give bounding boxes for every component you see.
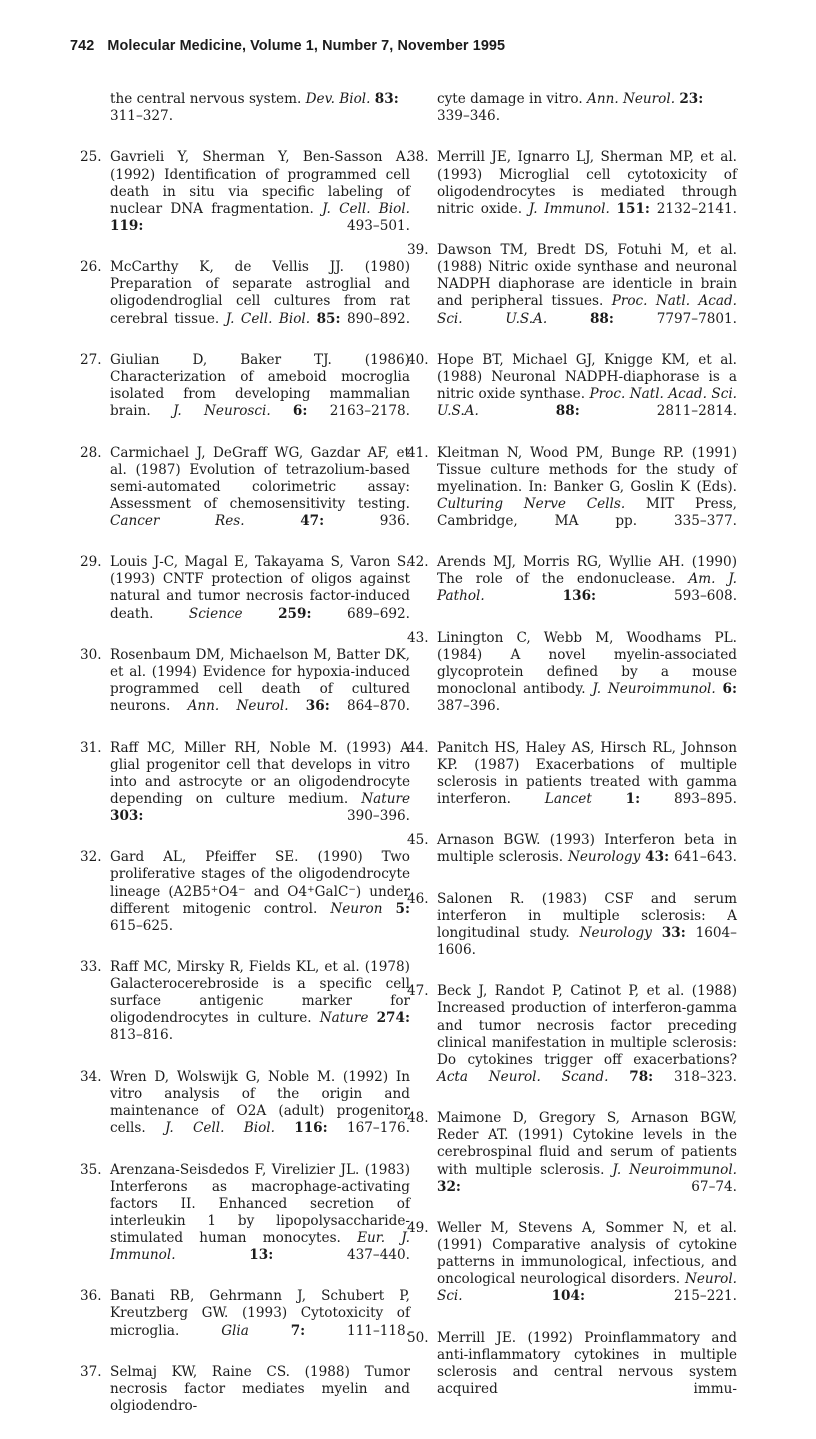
journal-name: Acta Neurol. Scand. bbox=[437, 1068, 609, 1085]
page-range: 641–643. bbox=[673, 849, 737, 866]
reference-text bbox=[437, 740, 737, 825]
reference-number: 42. bbox=[407, 554, 429, 571]
journal-name: J. Cell. Biol. bbox=[164, 1120, 275, 1137]
page-number: 742 bbox=[70, 38, 95, 54]
reference-entry bbox=[407, 149, 737, 234]
page-range: 2132–2141. bbox=[656, 200, 737, 217]
reference-body: Merrill JE, Ignarro LJ, Sherman MP, et al. (1993) Microglial cell cytotoxicity of oligodendrocytes is mediated through nitric oxide. bbox=[437, 149, 737, 217]
journal-volume: 5: bbox=[395, 900, 411, 917]
reference-number: 26. bbox=[80, 259, 102, 276]
journal-name: J. Neuroimmunol. bbox=[592, 681, 716, 698]
page-range: 67–74. bbox=[691, 1178, 737, 1195]
reference-number: 28. bbox=[80, 444, 102, 461]
reference-entry bbox=[407, 891, 737, 976]
journal-volume: 1: bbox=[625, 790, 641, 807]
reference-body: Weller M, Stevens A, Sommer N, et al. (1991) Comparative analysis of cytokine patterns in immunological, infectious, and oncological neurological disorders. bbox=[437, 1219, 737, 1288]
reference-number: 31. bbox=[80, 739, 102, 756]
running-title: Molecular Medicine, Volume 1, Number 7, November 1995 bbox=[107, 38, 506, 54]
reference-column-right bbox=[407, 91, 737, 1422]
journal-volume: 116: bbox=[294, 1120, 328, 1137]
reference-number: 29. bbox=[80, 554, 102, 571]
journal-name: Neurology bbox=[579, 924, 652, 941]
reference-text bbox=[437, 832, 737, 883]
page-range: 215–221. bbox=[673, 1288, 737, 1305]
journal-name: J. Neuroimmunol. bbox=[612, 1161, 738, 1178]
reference-text bbox=[437, 1330, 737, 1415]
reference-entry bbox=[80, 259, 410, 344]
journal-volume: 33: bbox=[661, 924, 686, 941]
page-range: 615–625. bbox=[110, 917, 174, 934]
page-range: 893–895. bbox=[673, 790, 737, 807]
reference-body: Selmaj KW, Raine CS. (1988) Tumor necrosis factor mediates myelin and olgiodendro- bbox=[110, 1363, 410, 1415]
journal-name: J. Cell. Biol. bbox=[225, 310, 311, 327]
journal-name: Science bbox=[188, 605, 243, 622]
reference-body: Gavrieli Y, Sherman Y, Ben-Sasson A. (1992) Identification of programmed cell death in situ via specific labeling of nuclear DNA fragmentation. bbox=[110, 149, 410, 217]
journal-volume: 104: bbox=[551, 1288, 585, 1305]
reference-entry bbox=[407, 832, 737, 883]
reference-text bbox=[437, 149, 737, 234]
page-range: 593–608. bbox=[674, 588, 738, 605]
reference-text bbox=[110, 849, 410, 952]
journal-volume: 259: bbox=[278, 605, 312, 622]
reference-body: Gard AL, Pfeiffer SE. (1990) Two proliferative stages of the oligodendrocyte lineage (A2B5 bbox=[110, 849, 410, 900]
reference-body: Dawson TM, Bredt DS, Fotuhi M, et al. (1988) Nitric oxide synthase and neuronal NADPH diaphorase are identicle in brain and peripheral tissues. bbox=[437, 242, 737, 310]
reference-entry bbox=[407, 983, 737, 1103]
journal-name: Culturing Nerve Cells. bbox=[437, 495, 626, 512]
reference-text bbox=[437, 1220, 737, 1323]
reference-entry bbox=[407, 630, 737, 733]
journal-name: Neurol. Sci. bbox=[437, 1271, 737, 1305]
journal-volume: 78: bbox=[629, 1068, 654, 1085]
page-range: 493–501. bbox=[346, 217, 410, 234]
journal-volume: 136: bbox=[562, 588, 597, 605]
reference-entry bbox=[80, 1364, 410, 1432]
reference-text bbox=[437, 630, 737, 733]
reference-text bbox=[110, 1288, 410, 1356]
reference-continuation: the central nervous system. Dev. Biol. 83: 311–327. bbox=[110, 91, 399, 125]
page-range: 167–176. bbox=[346, 1120, 410, 1137]
reference-text bbox=[437, 891, 737, 976]
reference-entry bbox=[80, 1069, 410, 1154]
reference-entry bbox=[80, 1288, 410, 1356]
journal-name: Nature bbox=[361, 790, 410, 807]
reference-body: Beck J, Randot P, Catinot P, et al. (1988) Increased production of interferon-gamma and tumor necrosis factor preceding clinical manifestation in multiple sclerosis: Do cytokines trigger off exacerbations? bbox=[437, 983, 737, 1068]
reference-text bbox=[110, 352, 410, 437]
page-range: 2163–2178. bbox=[329, 403, 410, 420]
reference-entry bbox=[407, 740, 737, 825]
journal-name: Neuron bbox=[330, 900, 383, 917]
page-range: 890–892. bbox=[347, 310, 411, 327]
reference-number: 35. bbox=[80, 1161, 102, 1178]
reference-body: Kleitman N, Wood PM, Bunge RP. (1991) Tissue culture methods for the study of myelination. In: Banker G, Goslin K (Eds). bbox=[437, 444, 737, 495]
reference-text bbox=[437, 983, 737, 1103]
reference-entry bbox=[80, 352, 410, 437]
journal-volume: 119: bbox=[110, 217, 144, 234]
reference-entry bbox=[407, 242, 737, 345]
reference-number: 48. bbox=[407, 1110, 429, 1127]
page-range: MIT Press, Cambridge, MA pp. 335–377. bbox=[437, 495, 737, 529]
journal-volume: 6: bbox=[722, 681, 737, 698]
reference-text bbox=[110, 647, 410, 732]
journal-name: Cancer Res. bbox=[110, 512, 245, 529]
journal-volume: 36: bbox=[305, 698, 330, 715]
page-range: 1604–1606. bbox=[437, 924, 737, 958]
superscript: − bbox=[348, 884, 356, 895]
journal-volume: 151: bbox=[616, 200, 650, 217]
reference-body: Linington C, Webb M, Woodhams PL. (1984) A novel myelin-associated glycoprotein defined by a mouse monoclonal antibody. bbox=[437, 629, 737, 698]
reference-number: 34. bbox=[80, 1068, 102, 1085]
reference-number: 38. bbox=[407, 149, 429, 166]
reference-number: 41. bbox=[407, 444, 429, 461]
journal-volume: 43: bbox=[645, 849, 670, 866]
page-range: 387–396. bbox=[437, 698, 501, 715]
reference-body: and O4 bbox=[245, 883, 308, 900]
reference-body: Hope BT, Michael GJ, Knigge KM, et al. (1988) Neuronal NADPH-diaphorase is a nitric oxide synthase. bbox=[437, 351, 737, 403]
journal-volume: 6: bbox=[292, 403, 308, 420]
reference-body: Maimone D, Gregory S, Arnason BGW, Reder AT. (1991) Cytokine levels in the cerebrospinal fluid and serum of patients with multiple sclerosis. bbox=[437, 1110, 737, 1178]
reference-number: 50. bbox=[407, 1329, 429, 1346]
reference-text bbox=[437, 242, 737, 345]
reference-body: Arenzana-Seisdedos F, Virelizier JL. (1983) Interferons as macrophage-activating factors II. Enhanced secretion of interleukin 1 by lipopolysaccharide-stimulated human monocytes. bbox=[110, 1161, 410, 1246]
journal-name: J. Neurosci. bbox=[173, 403, 271, 420]
page-range: 390–396. bbox=[346, 807, 410, 824]
reference-text bbox=[437, 1110, 737, 1213]
journal-name: Proc. Natl. Acad. Sci. U.S.A. bbox=[437, 293, 737, 327]
reference-body: Raff MC, Miller RH, Noble M. (1993) A glial progenitor cell that develops in vitro into and astrocyte or an oligodendrocyte depending on culture medium. bbox=[110, 739, 410, 807]
reference-number: 36. bbox=[80, 1288, 102, 1305]
reference-entry bbox=[407, 1110, 737, 1213]
reference-number: 47. bbox=[407, 983, 429, 1000]
reference-entry bbox=[407, 1220, 737, 1323]
reference-text bbox=[110, 959, 410, 1062]
superscript: − bbox=[238, 884, 246, 895]
reference-continuation: cyte damage in vitro. Ann. Neurol. 23: 339–346. bbox=[437, 91, 704, 125]
reference-entry bbox=[80, 959, 410, 1062]
reference-text bbox=[437, 445, 737, 548]
reference-body: Panitch HS, Haley AS, Hirsch RL, Johnson KP. (1987) Exacerbations of multiple sclerosis in patients treated with gamma interferon. bbox=[437, 739, 737, 807]
reference-number: 37. bbox=[80, 1363, 102, 1380]
journal-volume: 88: bbox=[555, 403, 580, 420]
journal-name: Proc. Natl. Acad. Sci. U.S.A. bbox=[437, 386, 737, 420]
superscript: + bbox=[210, 884, 219, 895]
reference-number: 39. bbox=[407, 242, 429, 259]
reference-body: Arends MJ, Morris RG, Wyllie AH. (1990) The role of the endonuclease. bbox=[437, 554, 737, 588]
journal-volume: 47: bbox=[300, 512, 325, 529]
journal-name: Glia bbox=[221, 1322, 249, 1339]
reference-entry bbox=[80, 849, 410, 952]
journal-name: Neurology bbox=[567, 849, 641, 866]
journal-volume: 303: bbox=[110, 807, 144, 824]
reference-entry bbox=[80, 740, 410, 843]
journal-volume: 274: bbox=[376, 1010, 410, 1027]
journal-volume: 32: bbox=[437, 1178, 461, 1195]
reference-column-left bbox=[80, 91, 410, 1439]
reference-entry bbox=[80, 647, 410, 732]
reference-number: 44. bbox=[407, 739, 429, 756]
journal-volume: 7: bbox=[290, 1322, 306, 1339]
journal-volume: 88: bbox=[589, 310, 614, 327]
reference-entry bbox=[407, 1330, 737, 1415]
reference-body: Merrill JE. (1992) Proinflammatory and anti-inflammatory cytokines in multiple sclerosis and central nervous system acquired immu- bbox=[437, 1329, 737, 1397]
reference-entry bbox=[80, 149, 410, 252]
journal-name: J. Immunol. bbox=[528, 200, 610, 217]
journal-name: Lancet bbox=[544, 790, 592, 807]
reference-entry bbox=[407, 352, 737, 437]
reference-text bbox=[110, 445, 410, 548]
page-range: 936. bbox=[379, 512, 410, 529]
page-range: 864–870. bbox=[346, 698, 410, 715]
reference-entry bbox=[407, 445, 737, 548]
reference-number: 32. bbox=[80, 849, 102, 866]
reference-number: 27. bbox=[80, 351, 102, 368]
reference-number: 30. bbox=[80, 646, 102, 663]
reference-text bbox=[110, 1069, 410, 1154]
journal-name: J. Cell. Biol. bbox=[322, 200, 410, 217]
reference-number: 40. bbox=[407, 351, 429, 368]
reference-text bbox=[110, 149, 410, 252]
reference-text bbox=[110, 259, 410, 344]
reference-number: 25. bbox=[80, 149, 102, 166]
page-range: 318–323. bbox=[673, 1068, 737, 1085]
reference-body: Salonen R. (1983) CSF and serum interferon in multiple sclerosis: A longitudinal study. bbox=[437, 890, 737, 941]
reference-number: 46. bbox=[407, 890, 429, 907]
reference-body: Giulian D, Baker TJ. (1986) Characterization of ameboid mocroglia isolated from developing mammalian brain. bbox=[110, 351, 410, 420]
reference-body: Carmichael J, DeGraff WG, Gazdar AF, et al. (1987) Evolution of tetrazolium-based semi-automated colorimetric assay: Assessment of chemosensitivity testing. bbox=[110, 444, 410, 512]
journal-name: Am. J. Pathol. bbox=[437, 571, 737, 605]
reference-number: 49. bbox=[407, 1219, 429, 1236]
reference-entry bbox=[80, 1162, 410, 1282]
reference-body: Raff MC, Mirsky R, Fields KL, et al. (1978) Galacterocerebroside is a specific cell surface antigenic marker for oligodendrocytes in culture. bbox=[110, 959, 410, 1027]
journal-volume: 13: bbox=[249, 1246, 274, 1263]
page-range: 2811–2814. bbox=[656, 403, 738, 420]
reference-number: 33. bbox=[80, 959, 102, 976]
journal-name: Ann. Neurol. bbox=[187, 698, 289, 715]
reference-body: Louis J-C, Magal E, Takayama S, Varon S. (1993) CNTF protection of oligos against natural and tumor necrosis factor-induced death. bbox=[110, 554, 410, 622]
reference-text bbox=[110, 1364, 410, 1432]
journal-name: Eur. J. Immunol. bbox=[110, 1229, 410, 1263]
reference-text bbox=[437, 352, 737, 437]
page-range: 813–816. bbox=[110, 1027, 174, 1044]
reference-body: Rosenbaum DM, Michaelson M, Batter DK, et al. (1994) Evidence for hypoxia-induced programmed cell death of cultured neurons. bbox=[110, 646, 410, 715]
reference-body: Banati RB, Gehrmann J, Schubert P, Kreutzberg GW. (1993) Cytotoxicity of microglia. bbox=[110, 1288, 410, 1339]
reference-entry bbox=[80, 445, 410, 548]
page-range: 437–440. bbox=[346, 1246, 410, 1263]
reference-body: O4 bbox=[218, 883, 239, 900]
reference-body: GalC bbox=[314, 883, 349, 900]
page-range: 689–692. bbox=[346, 605, 410, 622]
reference-body: Arnason BGW. (1993) Interferon beta in multiple sclerosis. bbox=[437, 832, 737, 866]
page-range: 111–118. bbox=[347, 1322, 411, 1339]
running-header bbox=[70, 38, 750, 54]
reference-text bbox=[110, 740, 410, 843]
reference-body: Wren D, Wolswijk G, Noble M. (1992) In vitro analysis of the origin and maintenance of O2A (adult) progenitor cells. bbox=[110, 1068, 410, 1137]
reference-body: McCarthy K, de Vellis JJ. (1980) Preparation of separate astroglial and oligodendroglial cell cultures from rat cerebral tissue. bbox=[110, 259, 410, 327]
reference-body: ) under different mitogenic control. bbox=[110, 883, 411, 917]
reference-entry bbox=[407, 554, 737, 622]
journal-name: Nature bbox=[319, 1010, 369, 1027]
reference-text bbox=[437, 554, 737, 622]
journal-volume: 85: bbox=[316, 310, 341, 327]
reference-entry bbox=[80, 554, 410, 639]
reference-text bbox=[110, 1162, 410, 1282]
reference-number: 43. bbox=[407, 629, 429, 646]
superscript: + bbox=[307, 884, 315, 895]
page-range: 7797–7801. bbox=[656, 310, 737, 327]
reference-number: 45. bbox=[407, 832, 429, 849]
reference-text bbox=[110, 554, 410, 639]
